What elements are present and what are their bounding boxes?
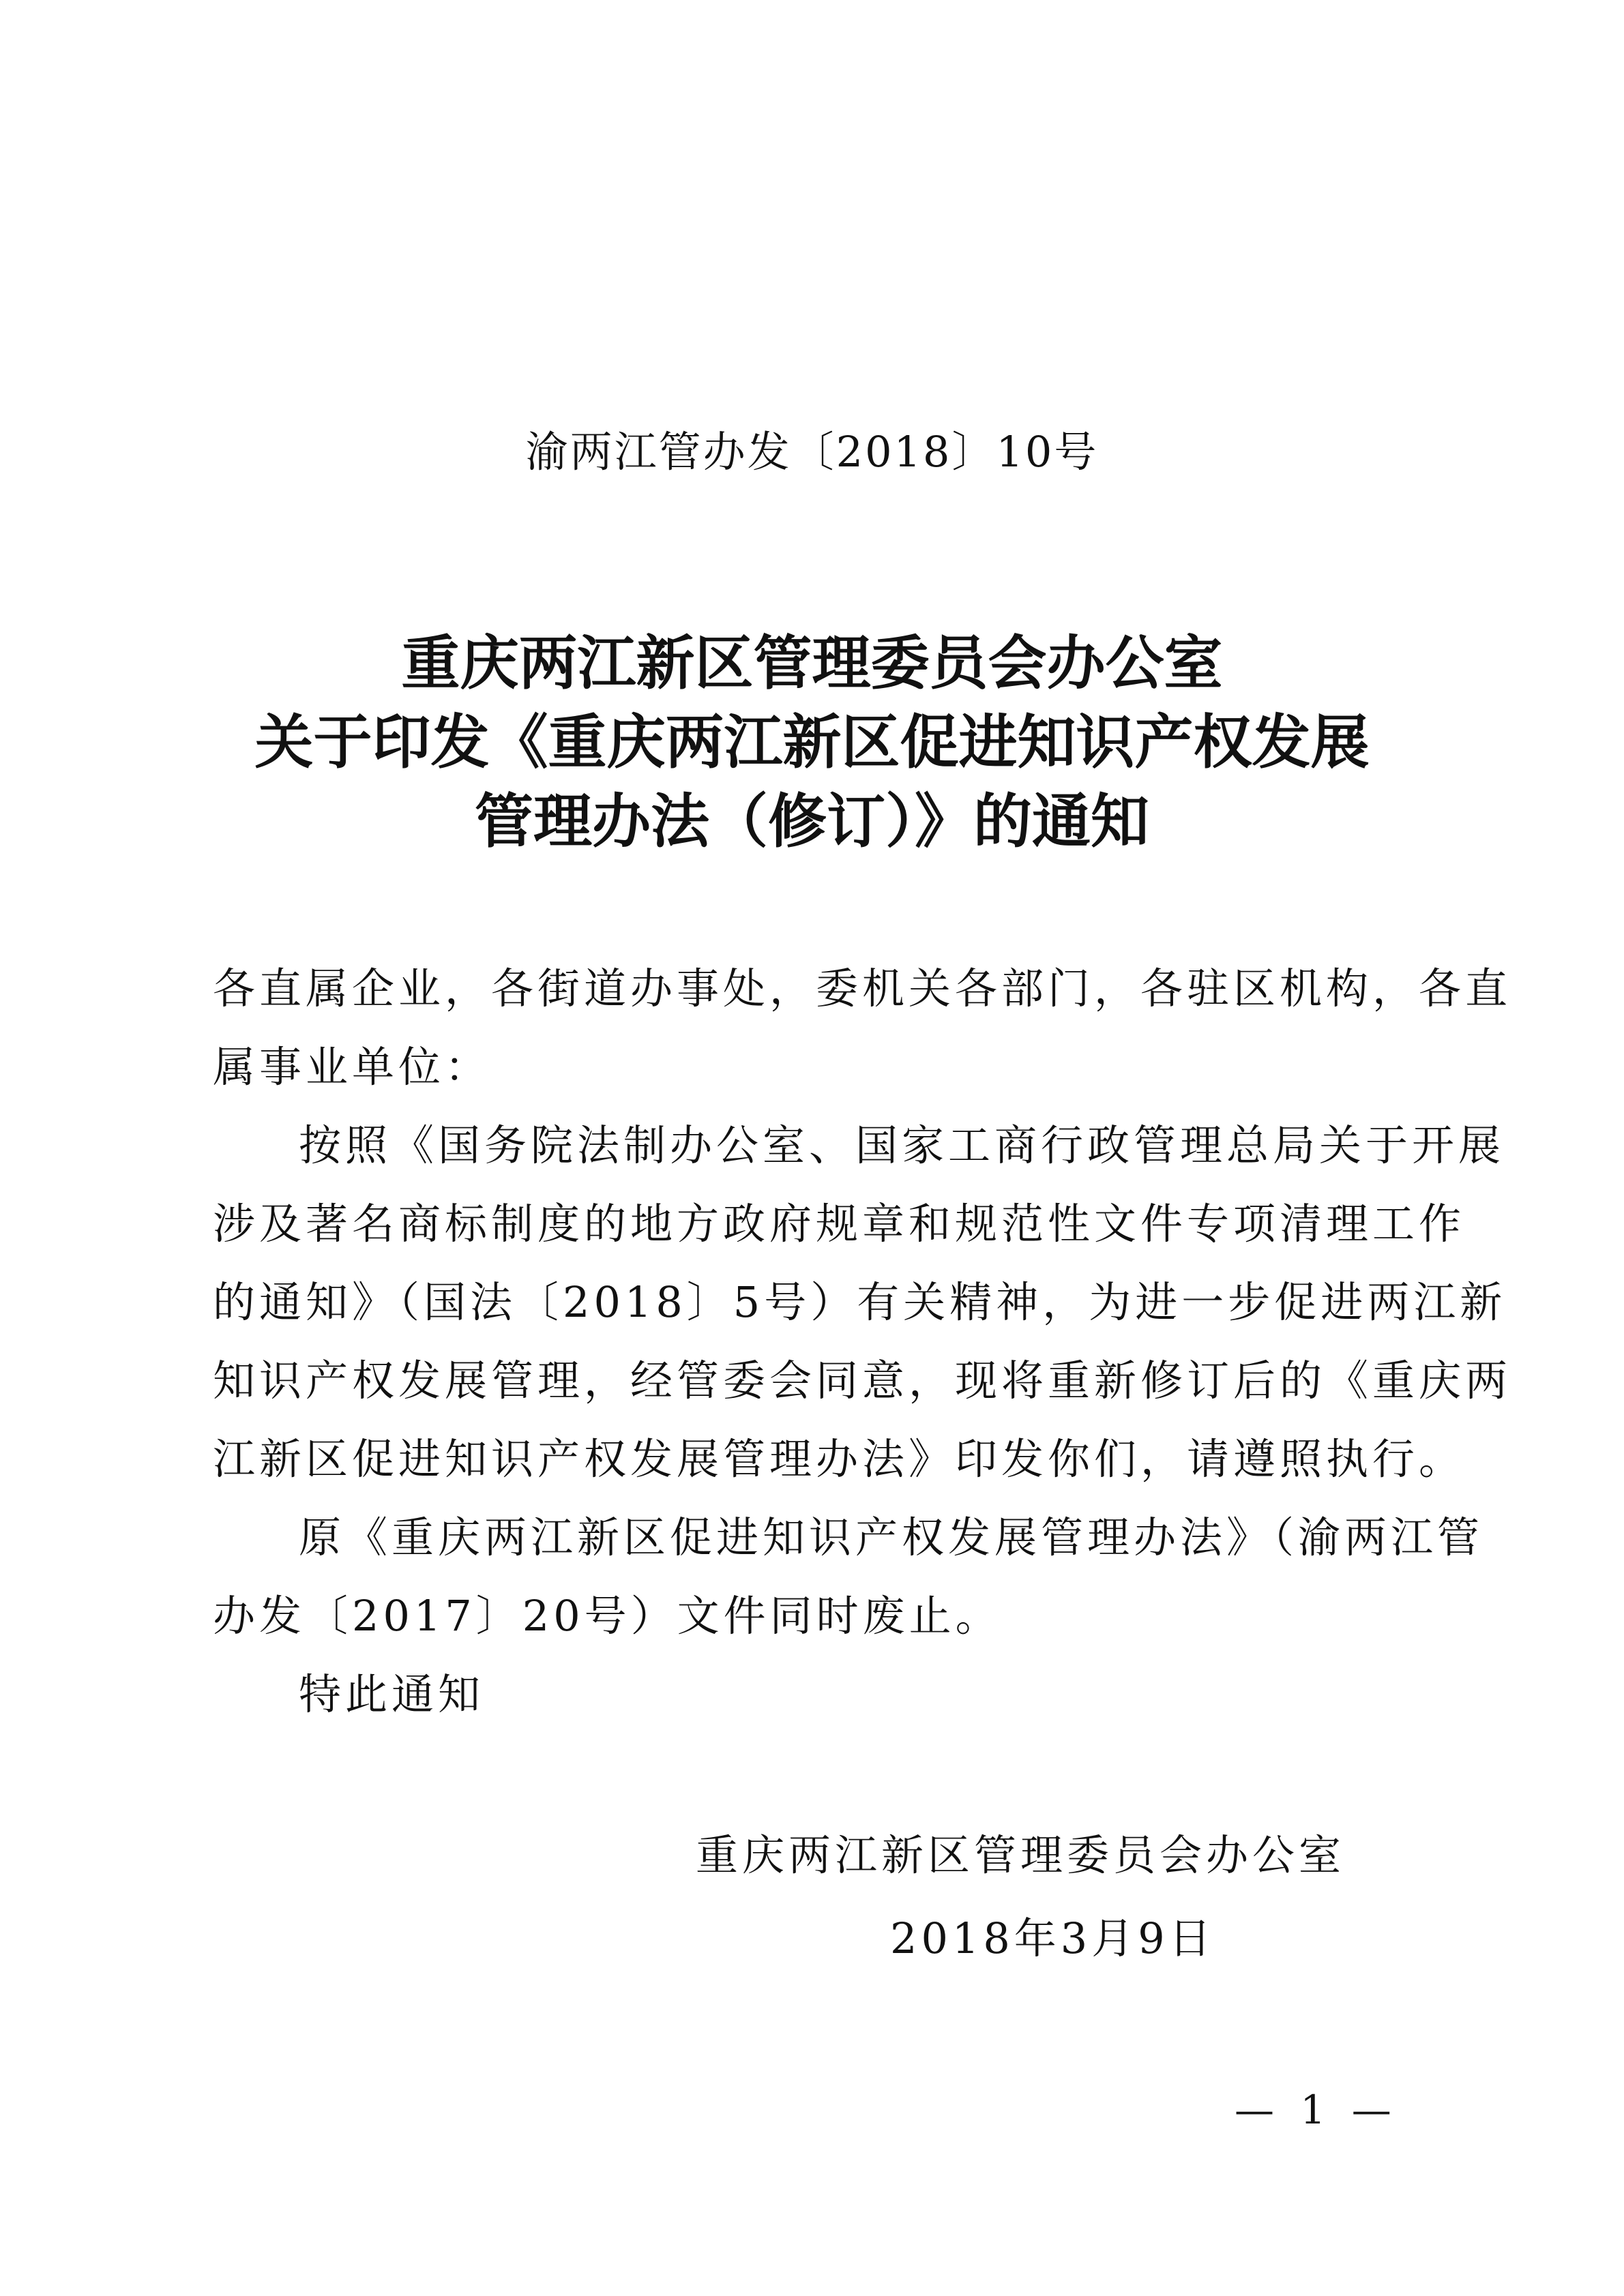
paragraph1-line-3: 的通知》（国法〔2018〕5号）有关精神，为进一步促进两江新 [213,1277,1507,1327]
title-line-3: 管理办法（修订）》的通知 [475,788,1149,856]
signature-organization: 重庆两江新区管理委员会办公室 [696,1830,1346,1880]
closing-line: 特此通知 [299,1669,485,1719]
signature-date: 2018年3月9日 [890,1913,1215,1963]
paragraph2-line-2: 办发〔2017〕20号）文件同时废止。 [213,1591,1002,1641]
page-number: — 1 — [1235,2087,1398,2133]
salutation-line-1: 各直属企业，各街道办事处，委机关各部门，各驻区机构，各直 [213,964,1512,1013]
paragraph1-line-4: 知识产权发展管理，经管委会同意，现将重新修订后的《重庆两 [213,1356,1512,1405]
document-number: 渝两江管办发〔2018〕10号 [525,427,1099,477]
paragraph1-line-2: 涉及著名商标制度的地方政府规章和规范性文件专项清理工作 [213,1199,1466,1249]
title-line-1: 重庆两江新区管理委员会办公室 [401,629,1223,698]
paragraph1-line-5: 江新区促进知识产权发展管理办法》印发你们，请遵照执行。 [213,1434,1466,1484]
paragraph1-line-1: 按照《国务院法制办公室、国家工商行政管理总局关于开展 [299,1120,1505,1170]
paragraph2-line-1: 原《重庆两江新区促进知识产权发展管理办法》（渝两江管 [299,1512,1484,1562]
document-body [213,949,1512,1733]
title-line-2: 关于印发《重庆两江新区促进知识产权发展 [254,709,1370,777]
salutation-line-2: 属事业单位： [213,1042,492,1092]
document-title [0,624,1624,861]
